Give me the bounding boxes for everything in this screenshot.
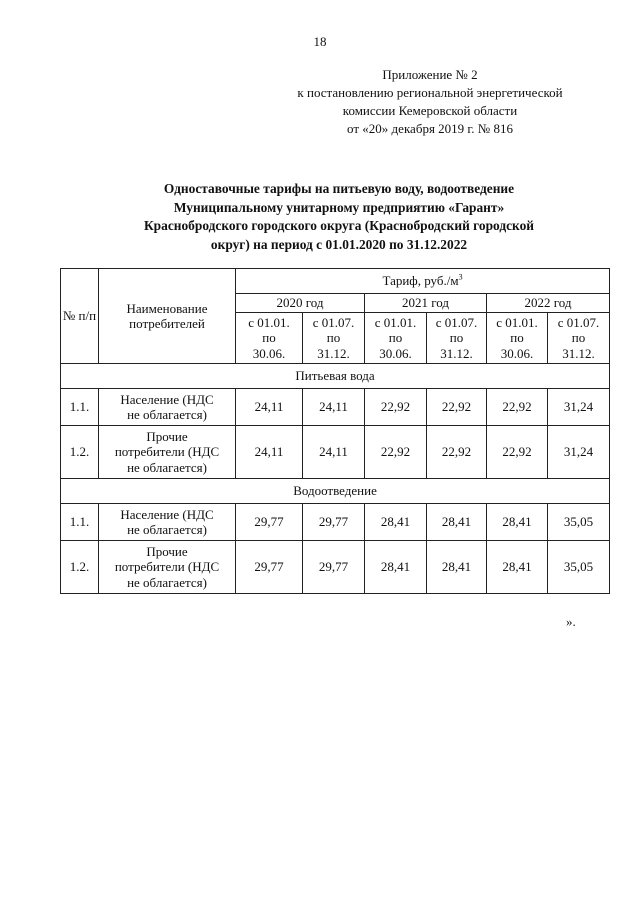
document-title: [100, 180, 578, 254]
tariff-value: 22,92: [487, 389, 548, 426]
section-title: Питьевая вода: [61, 364, 610, 389]
period-header-line: 30.06.: [252, 345, 286, 361]
tariff-value: 28,41: [487, 541, 548, 594]
consumer-name-line: не облагается): [127, 574, 207, 590]
title-line: Краснобродского городского округа (Краснобродский городской: [143, 218, 535, 233]
period-header: [548, 313, 610, 364]
closing-quote: ».: [566, 614, 576, 629]
row-number: 1.1.: [61, 504, 99, 541]
period-header-line: по: [510, 330, 524, 346]
title-line: Муниципальному унитарному предприятию «Гарант»: [173, 199, 505, 215]
period-header: [236, 313, 303, 364]
tariff-table: [60, 268, 610, 594]
period-header-line: по: [449, 330, 464, 346]
period-header-line: 31.12.: [440, 345, 473, 361]
tariff-value: 22,92: [365, 389, 427, 426]
tariff-value: 28,41: [427, 504, 487, 541]
tariff-header: [236, 269, 610, 294]
consumer-name-line: Население (НДС: [120, 391, 214, 407]
consumer-name-line: не облагается): [127, 459, 207, 475]
tariff-value: 24,11: [303, 426, 365, 479]
appendix-line: комиссии Кемеровской области: [342, 103, 518, 118]
period-header-line: 30.06.: [500, 345, 534, 361]
table-row: [61, 504, 610, 541]
period-header: [303, 313, 365, 364]
tariff-header-label: Тариф, руб./м: [382, 273, 459, 289]
tariff-value: 35,05: [548, 541, 610, 594]
name-column-header: Наименование потребителей: [99, 269, 236, 364]
year-header: 2021 год: [365, 294, 487, 313]
appendix-line: к постановлению региональной энергетической: [297, 85, 563, 100]
tariff-value: 28,41: [365, 541, 427, 594]
consumer-name-line: не облагается): [127, 407, 207, 422]
tariff-value: 22,92: [365, 426, 427, 479]
tariff-value: 28,41: [365, 504, 427, 541]
appendix-header: [230, 66, 630, 138]
consumer-name: [99, 541, 236, 594]
period-header-line: по: [388, 330, 403, 346]
tariff-value: 29,77: [236, 504, 303, 541]
consumer-name-line: потребители (НДС: [114, 559, 220, 575]
year-header: 2022 год: [487, 294, 610, 313]
tariff-value: 31,24: [548, 426, 610, 479]
tariff-value: 24,11: [236, 426, 303, 479]
year-header: 2020 год: [236, 294, 365, 313]
period-header-line: по: [571, 330, 586, 346]
period-header-line: с 01.01.: [248, 314, 290, 330]
consumer-name: [99, 389, 236, 426]
tariff-value: 29,77: [303, 504, 365, 541]
period-header-line: с 01.01.: [374, 314, 417, 330]
period-header-line: с 01.07.: [312, 314, 355, 330]
period-header-line: 31.12.: [562, 345, 595, 361]
title-line: Одноставочные тарифы на питьевую воду, водоотведение: [163, 181, 515, 196]
consumer-name-line: Прочие: [146, 428, 188, 444]
tariff-value: 28,41: [427, 541, 487, 594]
consumer-name-line: не облагается): [127, 522, 207, 537]
tariff-value: 22,92: [427, 426, 487, 479]
tariff-value: 31,24: [548, 389, 610, 426]
period-header-line: с 01.07.: [435, 314, 478, 330]
section-row: [61, 364, 610, 389]
row-number: 1.2.: [61, 426, 99, 479]
tariff-unit-superscript: 3: [458, 272, 463, 282]
section-row: [61, 479, 610, 504]
period-header: [427, 313, 487, 364]
row-number: 1.2.: [61, 541, 99, 594]
period-header-line: 31.12.: [317, 345, 350, 361]
table-row: [61, 389, 610, 426]
tariff-value: 35,05: [548, 504, 610, 541]
consumer-name: [99, 504, 236, 541]
table-row: [61, 541, 610, 594]
tariff-value: 24,11: [236, 389, 303, 426]
consumer-name-line: Прочие: [146, 543, 188, 559]
title-line: округ) на период с 01.01.2020 по 31.12.2022: [210, 236, 468, 252]
period-header-line: по: [262, 330, 276, 346]
table-row: [61, 426, 610, 479]
appendix-line: Приложение № 2: [382, 67, 478, 82]
period-header: [487, 313, 548, 364]
tariff-value: 22,92: [487, 426, 548, 479]
period-header-line: 30.06.: [379, 345, 412, 361]
period-header-line: с 01.07.: [557, 314, 600, 330]
tariff-value: 28,41: [487, 504, 548, 541]
row-number: 1.1.: [61, 389, 99, 426]
period-header-line: по: [326, 330, 341, 346]
tariff-value: 24,11: [303, 389, 365, 426]
period-header-line: с 01.01.: [496, 314, 538, 330]
consumer-name: [99, 426, 236, 479]
tariff-value: 29,77: [236, 541, 303, 594]
tariff-value: 29,77: [303, 541, 365, 594]
consumer-name-line: Население (НДС: [120, 506, 214, 522]
page-number: 18: [313, 34, 327, 49]
period-header: [365, 313, 427, 364]
consumer-name-line: потребители (НДС: [114, 444, 220, 460]
appendix-line: от «20» декабря 2019 г. № 816: [347, 121, 513, 136]
tariff-value: 22,92: [427, 389, 487, 426]
section-title: Водоотведение: [61, 479, 610, 504]
number-column-header: № п/п: [61, 269, 99, 364]
